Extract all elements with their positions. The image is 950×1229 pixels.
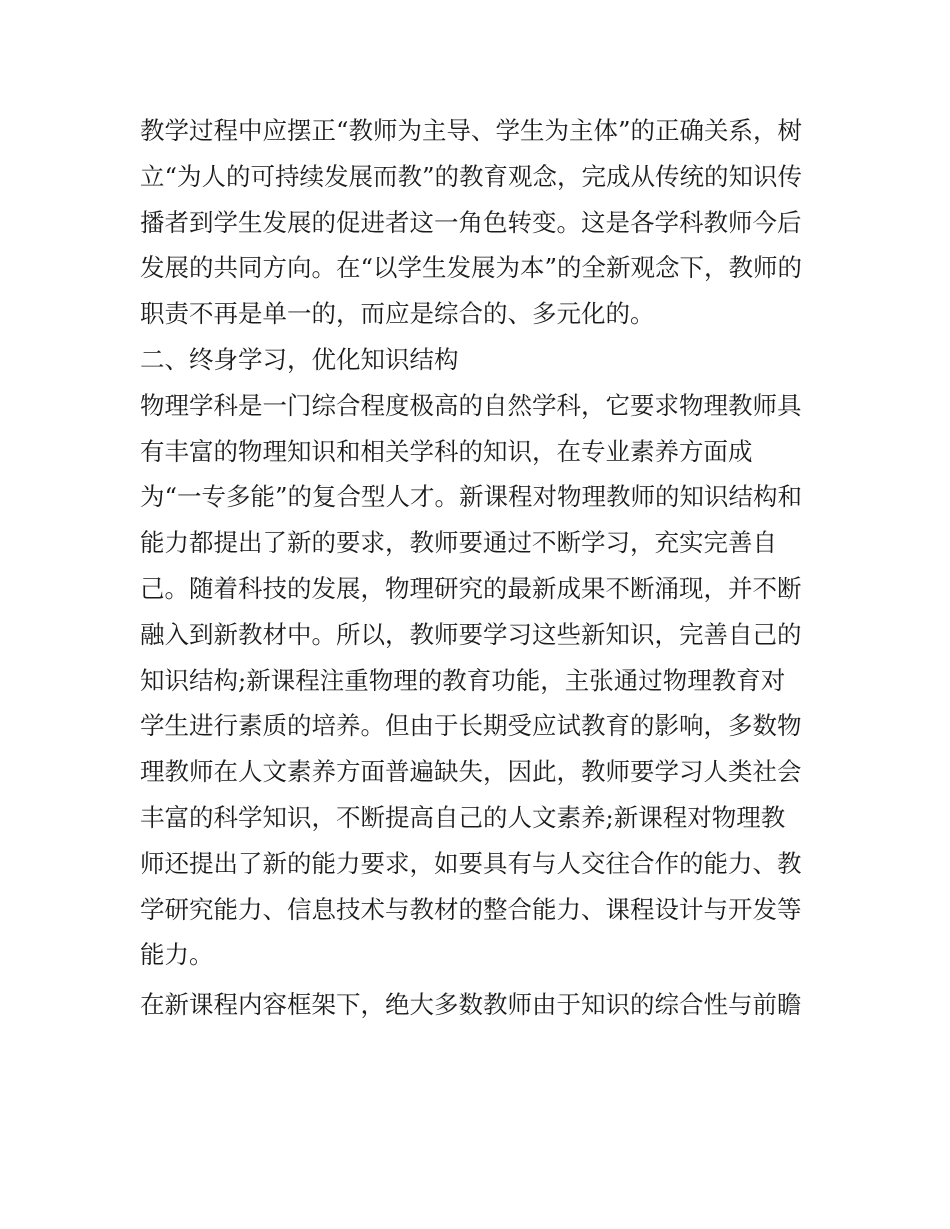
text-line: 物理学科是一门综合程度极高的自然学科，它要求物理教师具 <box>140 390 802 420</box>
text-line: 能力。 <box>140 940 214 970</box>
text-line: 知识结构;新课程注重物理的教育功能，主张通过物理教育对 <box>140 665 786 695</box>
section-heading-lifelong-learning <box>140 337 820 383</box>
text-line: 学研究能力、信息技术与教材的整合能力、课程设计与开发等 <box>140 894 802 924</box>
text-line: 学生进行素质的培养。但由于长期受应试教育的影响，多数物 <box>140 711 802 741</box>
text-line: 播者到学生发展的促进者这一角色转变。这是各学科教师今后 <box>140 207 802 237</box>
document-body <box>140 108 820 1028</box>
paragraph-knowledge-structure <box>140 383 820 978</box>
text-line: 职责不再是单一的，而应是综合的、多元化的。 <box>140 299 655 329</box>
text-line: 能力都提出了新的要求，教师要通过不断学习，充实完善自 <box>140 528 777 558</box>
text-line: 立“为人的可持续发展而教”的教育观念，完成从传统的知识传 <box>140 161 803 191</box>
text-line: 理教师在人文素养方面普遍缺失，因此，教师要学习人类社会 <box>140 757 802 787</box>
text-line: 为“一专多能”的复合型人才。新课程对物理教师的知识结构和 <box>140 482 803 512</box>
text-line: 在新课程内容框架下，绝大多数教师由于知识的综合性与前瞻 <box>140 990 802 1020</box>
text-line: 教学过程中应摆正“教师为主导、学生为主体”的正确关系，树 <box>140 116 803 145</box>
paragraph-teacher-role <box>140 108 820 337</box>
text-line: 有丰富的物理知识和相关学科的知识，在专业素养方面成 <box>140 436 753 466</box>
text-line: 丰富的科学知识，不断提高自己的人文素养;新课程对物理教 <box>140 802 786 832</box>
text-line: 己。随着科技的发展，物理研究的最新成果不断涌现，并不断 <box>140 573 802 603</box>
section-heading: 二、终身学习，优化知识结构 <box>140 344 459 374</box>
text-line: 融入到新教材中。所以，教师要学习这些新知识，完善自己的 <box>140 619 802 649</box>
text-line: 发展的共同方向。在“以学生发展为本”的全新观念下，教师的 <box>140 253 803 283</box>
text-line: 师还提出了新的能力要求，如要具有与人交往合作的能力、教 <box>140 848 802 878</box>
paragraph-new-curriculum <box>140 982 820 1028</box>
